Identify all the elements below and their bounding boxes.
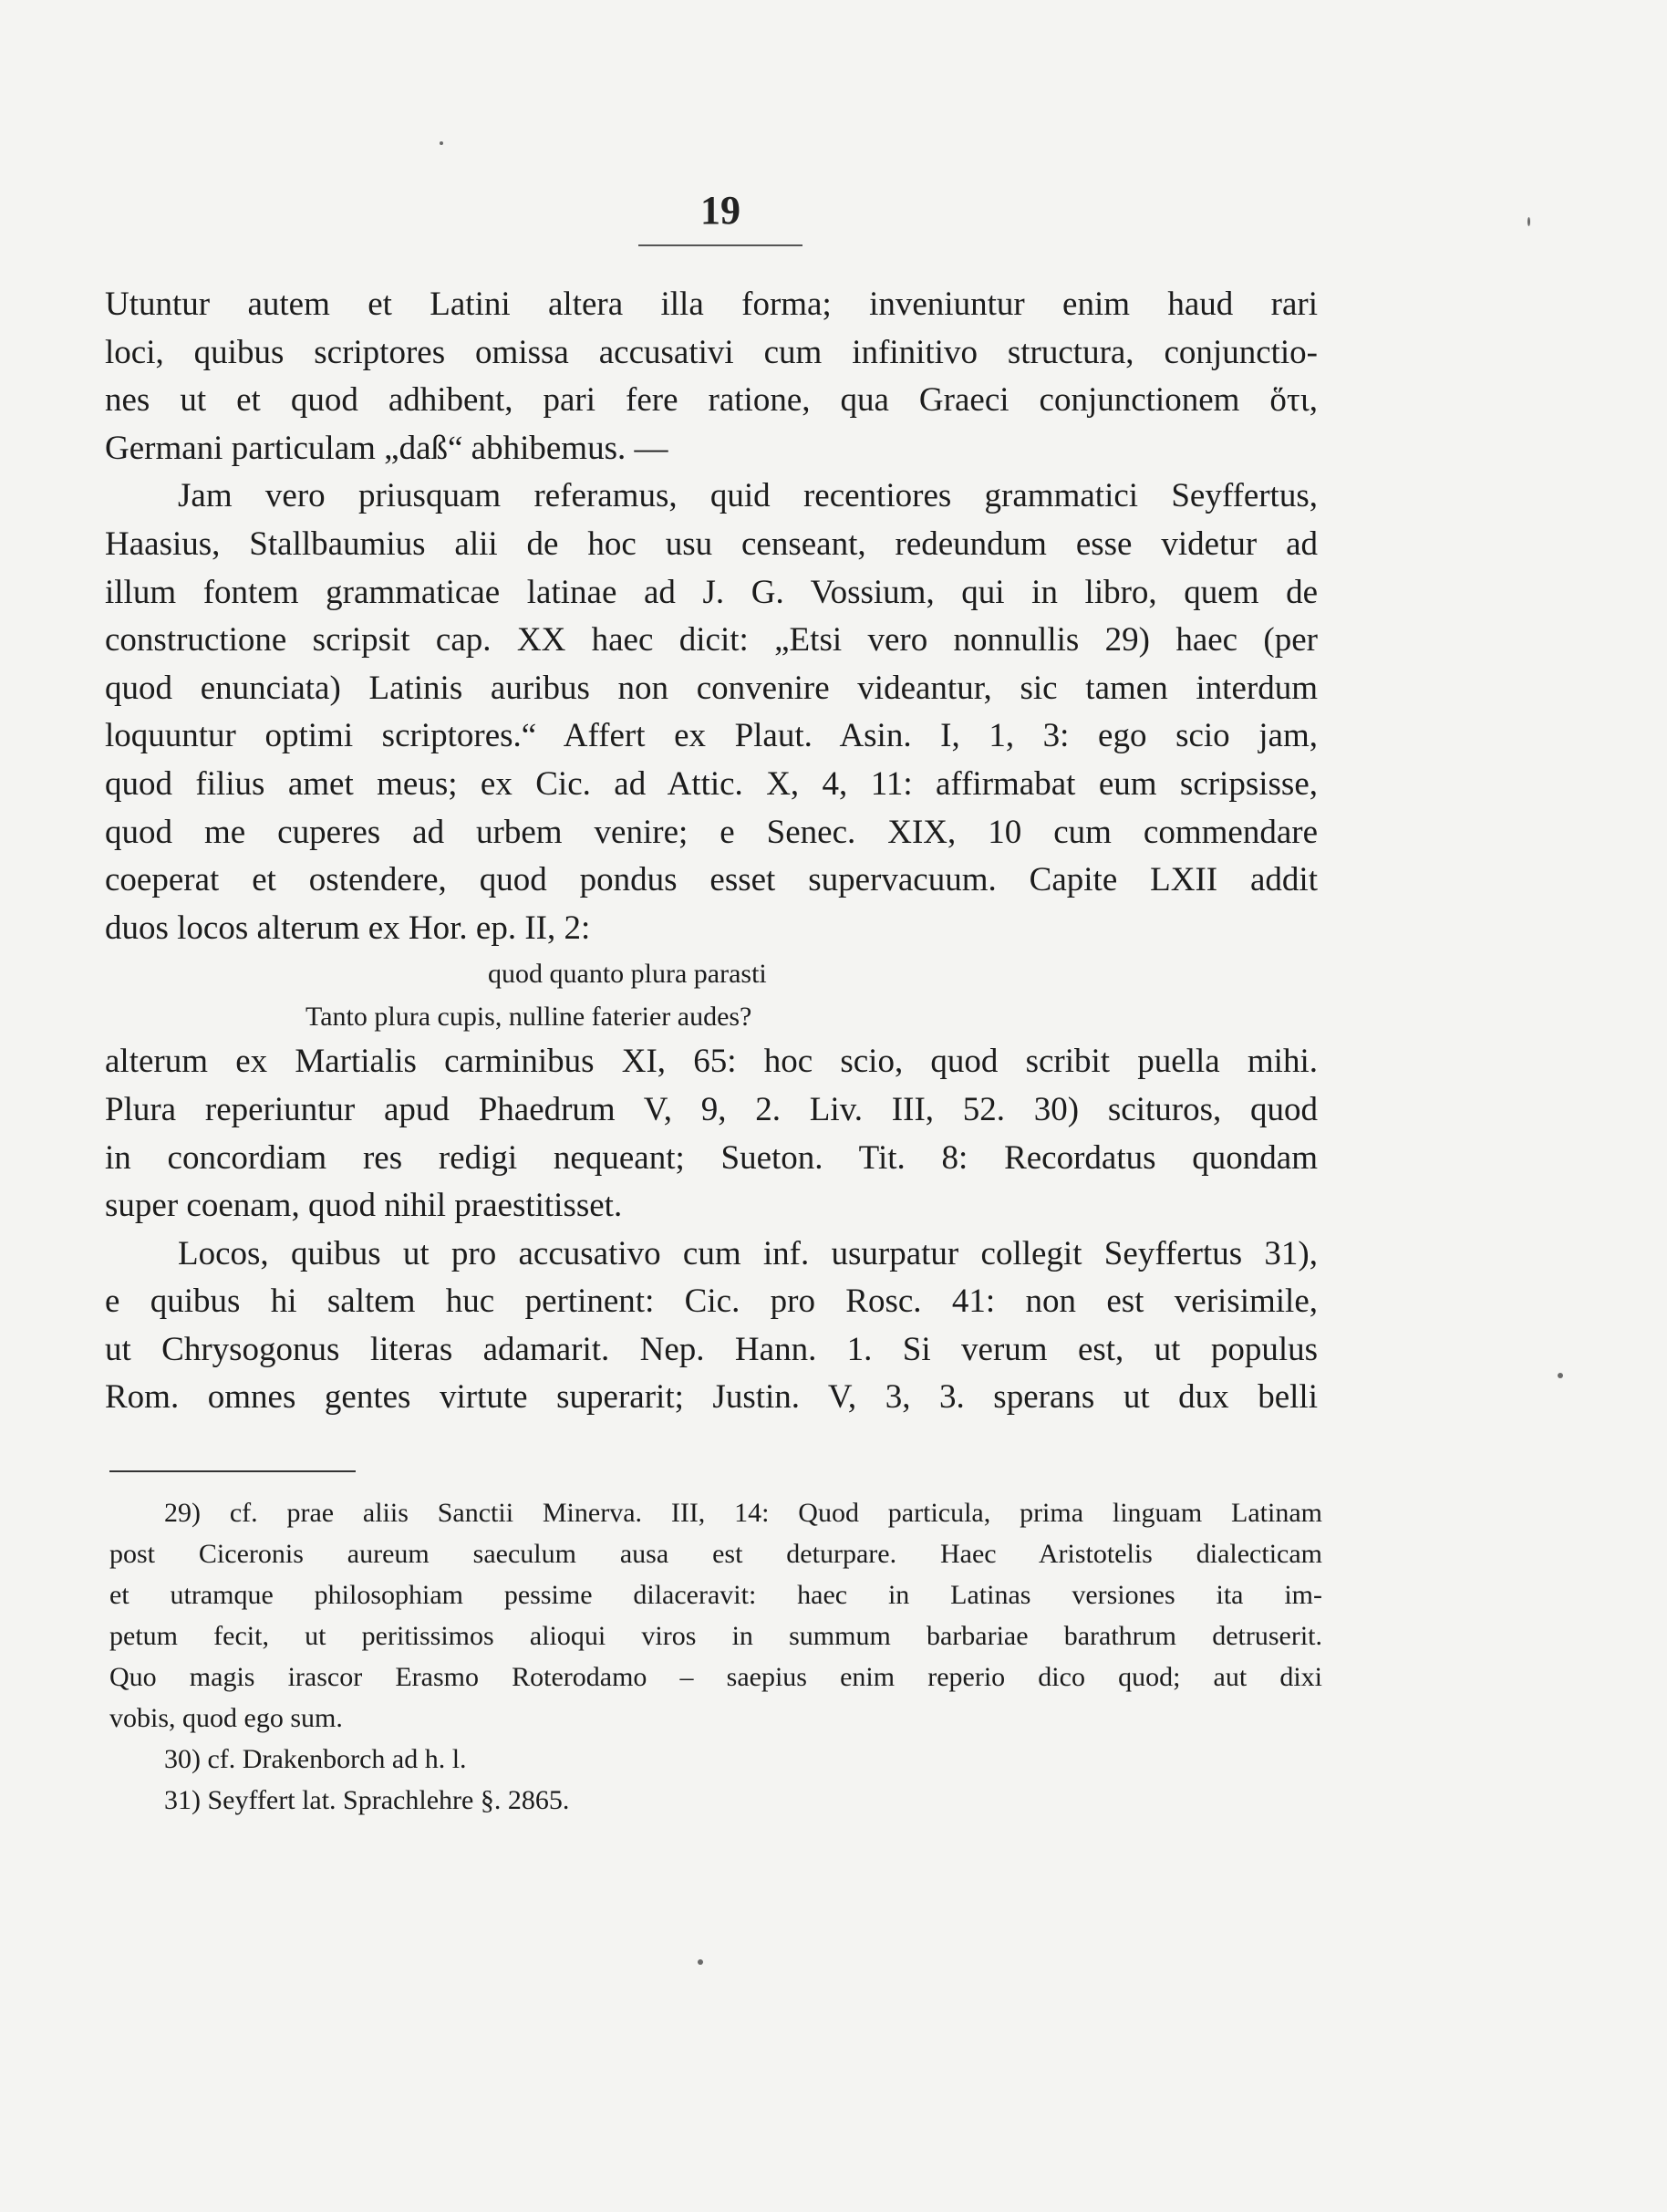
footnote-line: post Ciceronis aureum saeculum ausa est deturpare. Haec Aristotelis dialecticam xyxy=(109,1539,1322,1569)
ink-speck xyxy=(1558,1373,1563,1378)
body-line: nes ut et quod adhibent, pari fere ratione, qua Graeci conjunctionem ὅτι, xyxy=(105,381,1318,420)
body-line: loci, quibus scriptores omissa accusativi cum infinitivo structura, conjunctio- xyxy=(105,333,1318,371)
body-line: duos locos alterum ex Hor. ep. II, 2: xyxy=(105,909,591,947)
body-line: Rom. omnes gentes virtute superarit; Justin. V, 3, 3. sperans ut dux belli xyxy=(105,1378,1318,1417)
footnote-line: 29) cf. prae aliis Sanctii Minerva. III, 14: Quod particula, prima linguam Latinam xyxy=(164,1498,1322,1528)
body-line: quod filius amet meus; ex Cic. ad Attic. X, 4, 11: affirmabat eum scripsisse, xyxy=(105,764,1318,803)
body-text xyxy=(105,281,1318,1422)
ink-speck xyxy=(1527,217,1530,226)
footnote-line: 31) Seyffert lat. Sprachlehre §. 2865. xyxy=(164,1785,570,1815)
body-line: Germani particulam „daß“ abhibemus. — xyxy=(105,429,668,467)
body-line: super coenam, quod nihil praestitisset. xyxy=(105,1187,623,1225)
footnote-line: 30) cf. Drakenborch ad h. l. xyxy=(164,1744,467,1774)
footnote-line: Quo magis irascor Erasmo Roterodamo – saepius enim reperio dico quod; aut dixi xyxy=(109,1662,1322,1692)
body-line: coeperat et ostendere, quod pondus esset supervacuum. Capite LXII addit xyxy=(105,861,1318,899)
body-line: in concordiam res redigi nequeant; Sueton. Tit. 8: Recordatus quondam xyxy=(105,1138,1318,1177)
body-line: loquuntur optimi scriptores.“ Affert ex Plaut. Asin. I, 1, 3: ego scio jam, xyxy=(105,717,1318,755)
footnote-rule xyxy=(109,1470,356,1472)
footnote-line: petum fecit, ut peritissimos alioqui viros in summum barbariae barathrum detruserit. xyxy=(109,1621,1322,1651)
body-line: alterum ex Martialis carminibus XI, 65: hoc scio, quod scribit puella mihi. xyxy=(105,1043,1318,1081)
footnote-line: vobis, quod ego sum. xyxy=(109,1703,343,1733)
page-number: 19 xyxy=(700,188,740,233)
body-line: Jam vero priusquam referamus, quid recentiores grammatici Seyffertus, xyxy=(178,477,1318,515)
body-line: quod me cuperes ad urbem venire; e Senec. XIX, 10 cum commendare xyxy=(105,813,1318,851)
footnotes xyxy=(109,1492,1322,1821)
body-line: quod enunciata) Latinis auribus non convenire videantur, sic tamen interdum xyxy=(105,669,1318,707)
footnote-line: et utramque philosophiam pessime dilaceravit: haec in Latinas versiones ita im- xyxy=(109,1580,1322,1610)
header-rule xyxy=(638,244,802,246)
body-line: illum fontem grammaticae latinae ad J. G. Vossium, qui in libro, quem de xyxy=(105,573,1318,611)
verse-line: Tanto plura cupis, nulline faterier audes? xyxy=(305,1002,752,1033)
ink-speck xyxy=(698,1959,703,1965)
body-line: Plura reperiuntur apud Phaedrum V, 9, 2. Liv. III, 52. 30) scituros, quod xyxy=(105,1090,1318,1128)
verse-line: quod quanto plura parasti xyxy=(488,959,767,990)
body-line: e quibus hi saltem huc pertinent: Cic. pro Rosc. 41: non est verisimile, xyxy=(105,1283,1318,1321)
body-line: Utuntur autem et Latini altera illa forma; inveniuntur enim haud rari xyxy=(105,286,1318,323)
body-line: ut Chrysogonus literas adamarit. Nep. Hann. 1. Si verum est, ut populus xyxy=(105,1330,1318,1368)
body-line: Locos, quibus ut pro accusativo cum inf. usurpatur collegit Seyffertus 31), xyxy=(178,1234,1318,1272)
ink-speck xyxy=(440,141,443,145)
body-line: constructione scripsit cap. XX haec dicit: „Etsi vero nonnullis 29) haec (per xyxy=(105,621,1318,659)
body-line: Haasius, Stallbaumius alii de hoc usu censeant, redeundum esse videtur ad xyxy=(105,524,1318,563)
